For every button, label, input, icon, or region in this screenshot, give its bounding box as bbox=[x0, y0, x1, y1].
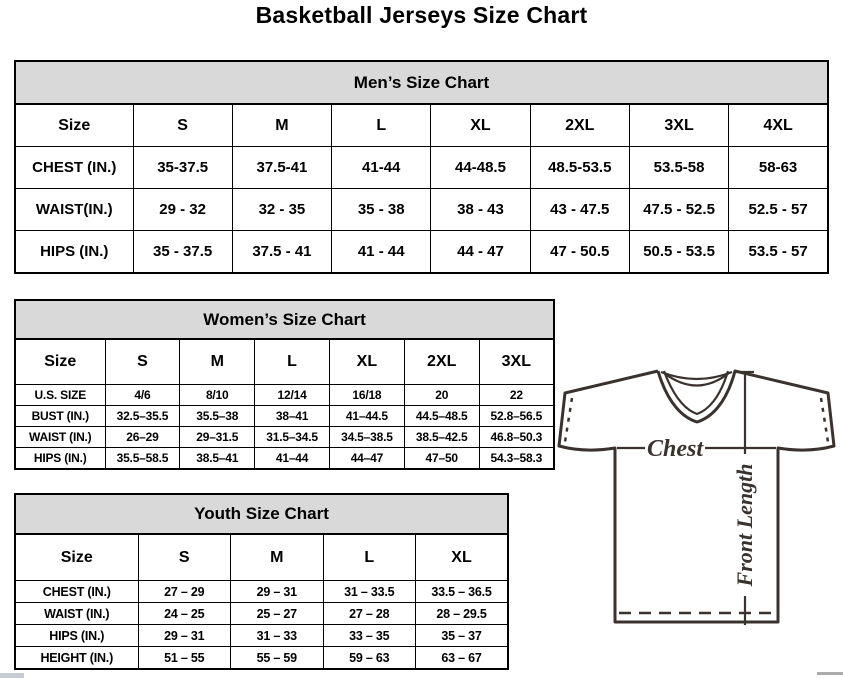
women-value-cell: 35.5–58.5 bbox=[105, 448, 180, 470]
youth-value-cell: 28 – 29.5 bbox=[416, 603, 509, 625]
women-value-cell: 20 bbox=[404, 385, 479, 406]
men-value-cell: 35 - 37.5 bbox=[133, 231, 232, 274]
men-value-cell: 37.5 - 41 bbox=[232, 231, 331, 274]
men-value-cell: 29 - 32 bbox=[133, 189, 232, 231]
chest-label: Chest bbox=[646, 436, 704, 462]
youth-value-cell: 24 – 25 bbox=[138, 603, 231, 625]
women-value-cell: 34.5–38.5 bbox=[329, 427, 404, 448]
men-column-header: 3XL bbox=[629, 104, 728, 147]
men-column-header: 2XL bbox=[530, 104, 629, 147]
men-value-cell: 47.5 - 52.5 bbox=[629, 189, 728, 231]
women-value-cell: 38.5–41 bbox=[180, 448, 255, 470]
men-value-cell: 32 - 35 bbox=[232, 189, 331, 231]
men-column-header: Size bbox=[15, 104, 133, 147]
youth-column-header: S bbox=[138, 534, 231, 581]
women-value-cell: 47–50 bbox=[404, 448, 479, 470]
scrollbar-corner-fragment[interactable] bbox=[817, 672, 843, 675]
women-table-row bbox=[15, 427, 554, 448]
women-table-row bbox=[15, 406, 554, 427]
men-value-cell: 44-48.5 bbox=[431, 147, 530, 189]
men-value-cell: 44 - 47 bbox=[431, 231, 530, 274]
women-value-cell: 12/14 bbox=[255, 385, 330, 406]
page-title: Basketball Jerseys Size Chart bbox=[255, 2, 588, 28]
youth-value-cell: 27 – 29 bbox=[138, 581, 231, 603]
youth-value-cell: 33.5 – 36.5 bbox=[416, 581, 509, 603]
jersey-measurement-diagram bbox=[555, 360, 843, 679]
youth-size-table bbox=[14, 493, 509, 670]
women-column-header: S bbox=[105, 339, 180, 385]
women-value-cell: 32.5–35.5 bbox=[105, 406, 180, 427]
youth-column-header: M bbox=[231, 534, 324, 581]
youth-column-header-row bbox=[15, 534, 508, 581]
women-value-cell: 26–29 bbox=[105, 427, 180, 448]
youth-value-cell: 55 – 59 bbox=[231, 647, 324, 670]
women-table-row bbox=[15, 448, 554, 470]
horizontal-scrollbar-fragment[interactable] bbox=[0, 673, 24, 678]
youth-table-header-row bbox=[15, 494, 508, 534]
women-column-header: M bbox=[180, 339, 255, 385]
women-value-cell: 41–44 bbox=[255, 448, 330, 470]
womens-size-table bbox=[14, 299, 555, 470]
women-column-header: L bbox=[255, 339, 330, 385]
women-value-cell: 54.3–58.3 bbox=[479, 448, 554, 470]
youth-table-row bbox=[15, 581, 508, 603]
youth-column-header: XL bbox=[416, 534, 509, 581]
men-value-cell: 41-44 bbox=[332, 147, 431, 189]
women-value-cell: 52.8–56.5 bbox=[479, 406, 554, 427]
men-row-label: HIPS (IN.) bbox=[15, 231, 133, 274]
youth-table-row bbox=[15, 625, 508, 647]
men-table-row bbox=[15, 147, 828, 189]
men-value-cell: 37.5-41 bbox=[232, 147, 331, 189]
women-value-cell: 38–41 bbox=[255, 406, 330, 427]
women-value-cell: 44–47 bbox=[329, 448, 404, 470]
women-value-cell: 44.5–48.5 bbox=[404, 406, 479, 427]
women-value-cell: 8/10 bbox=[180, 385, 255, 406]
youth-value-cell: 25 – 27 bbox=[231, 603, 324, 625]
men-column-header: 4XL bbox=[729, 104, 828, 147]
men-value-cell: 52.5 - 57 bbox=[729, 189, 828, 231]
jersey-outline bbox=[559, 371, 834, 622]
youth-row-label: HEIGHT (IN.) bbox=[15, 647, 138, 670]
women-row-label: U.S. SIZE bbox=[15, 385, 105, 406]
women-value-cell: 29–31.5 bbox=[180, 427, 255, 448]
women-row-label: BUST (IN.) bbox=[15, 406, 105, 427]
men-value-cell: 58-63 bbox=[729, 147, 828, 189]
youth-value-cell: 33 – 35 bbox=[323, 625, 416, 647]
youth-column-header: L bbox=[323, 534, 416, 581]
women-column-header: Size bbox=[15, 339, 105, 385]
youth-value-cell: 51 – 55 bbox=[138, 647, 231, 670]
youth-row-label: HIPS (IN.) bbox=[15, 625, 138, 647]
women-column-header: 3XL bbox=[479, 339, 554, 385]
left-cuff-dashed-line bbox=[565, 398, 572, 442]
youth-value-cell: 27 – 28 bbox=[323, 603, 416, 625]
men-column-header-row bbox=[15, 104, 828, 147]
men-value-cell: 53.5-58 bbox=[629, 147, 728, 189]
men-column-header: XL bbox=[431, 104, 530, 147]
women-value-cell: 22 bbox=[479, 385, 554, 406]
men-column-header: M bbox=[232, 104, 331, 147]
women-row-label: WAIST (IN.) bbox=[15, 427, 105, 448]
youth-row-label: WAIST (IN.) bbox=[15, 603, 138, 625]
men-table-row bbox=[15, 189, 828, 231]
women-value-cell: 38.5–42.5 bbox=[404, 427, 479, 448]
men-value-cell: 35 - 38 bbox=[332, 189, 431, 231]
men-table-header-row bbox=[15, 61, 828, 104]
youth-value-cell: 63 – 67 bbox=[416, 647, 509, 670]
youth-column-header: Size bbox=[15, 534, 138, 581]
women-value-cell: 41–44.5 bbox=[329, 406, 404, 427]
men-value-cell: 43 - 47.5 bbox=[530, 189, 629, 231]
women-value-cell: 35.5–38 bbox=[180, 406, 255, 427]
men-value-cell: 41 - 44 bbox=[332, 231, 431, 274]
men-table-row bbox=[15, 231, 828, 274]
right-cuff-dashed-line bbox=[821, 398, 828, 442]
men-value-cell: 35-37.5 bbox=[133, 147, 232, 189]
men-value-cell: 38 - 43 bbox=[431, 189, 530, 231]
women-value-cell: 4/6 bbox=[105, 385, 180, 406]
youth-value-cell: 29 – 31 bbox=[138, 625, 231, 647]
men-row-label: CHEST (IN.) bbox=[15, 147, 133, 189]
mens-size-table bbox=[14, 60, 829, 274]
youth-value-cell: 31 – 33.5 bbox=[323, 581, 416, 603]
men-value-cell: 47 - 50.5 bbox=[530, 231, 629, 274]
men-column-header: S bbox=[133, 104, 232, 147]
women-table-header-row bbox=[15, 300, 554, 339]
men-value-cell: 50.5 - 53.5 bbox=[629, 231, 728, 274]
men-table-title: Men’s Size Chart bbox=[15, 61, 828, 104]
men-value-cell: 53.5 - 57 bbox=[729, 231, 828, 274]
youth-row-label: CHEST (IN.) bbox=[15, 581, 138, 603]
women-column-header-row bbox=[15, 339, 554, 385]
women-column-header: XL bbox=[329, 339, 404, 385]
men-value-cell: 48.5-53.5 bbox=[530, 147, 629, 189]
men-column-header: L bbox=[332, 104, 431, 147]
youth-value-cell: 35 – 37 bbox=[416, 625, 509, 647]
youth-value-cell: 59 – 63 bbox=[323, 647, 416, 670]
women-table-row bbox=[15, 385, 554, 406]
youth-table-title: Youth Size Chart bbox=[15, 494, 508, 534]
women-column-header: 2XL bbox=[404, 339, 479, 385]
women-row-label: HIPS (IN.) bbox=[15, 448, 105, 470]
front-length-label: Front Length bbox=[732, 463, 757, 587]
women-value-cell: 31.5–34.5 bbox=[255, 427, 330, 448]
men-row-label: WAIST(IN.) bbox=[15, 189, 133, 231]
women-value-cell: 46.8–50.3 bbox=[479, 427, 554, 448]
youth-value-cell: 29 – 31 bbox=[231, 581, 324, 603]
youth-table-row bbox=[15, 647, 508, 670]
youth-table-row bbox=[15, 603, 508, 625]
youth-value-cell: 31 – 33 bbox=[231, 625, 324, 647]
women-table-title: Women’s Size Chart bbox=[15, 300, 554, 339]
women-value-cell: 16/18 bbox=[329, 385, 404, 406]
